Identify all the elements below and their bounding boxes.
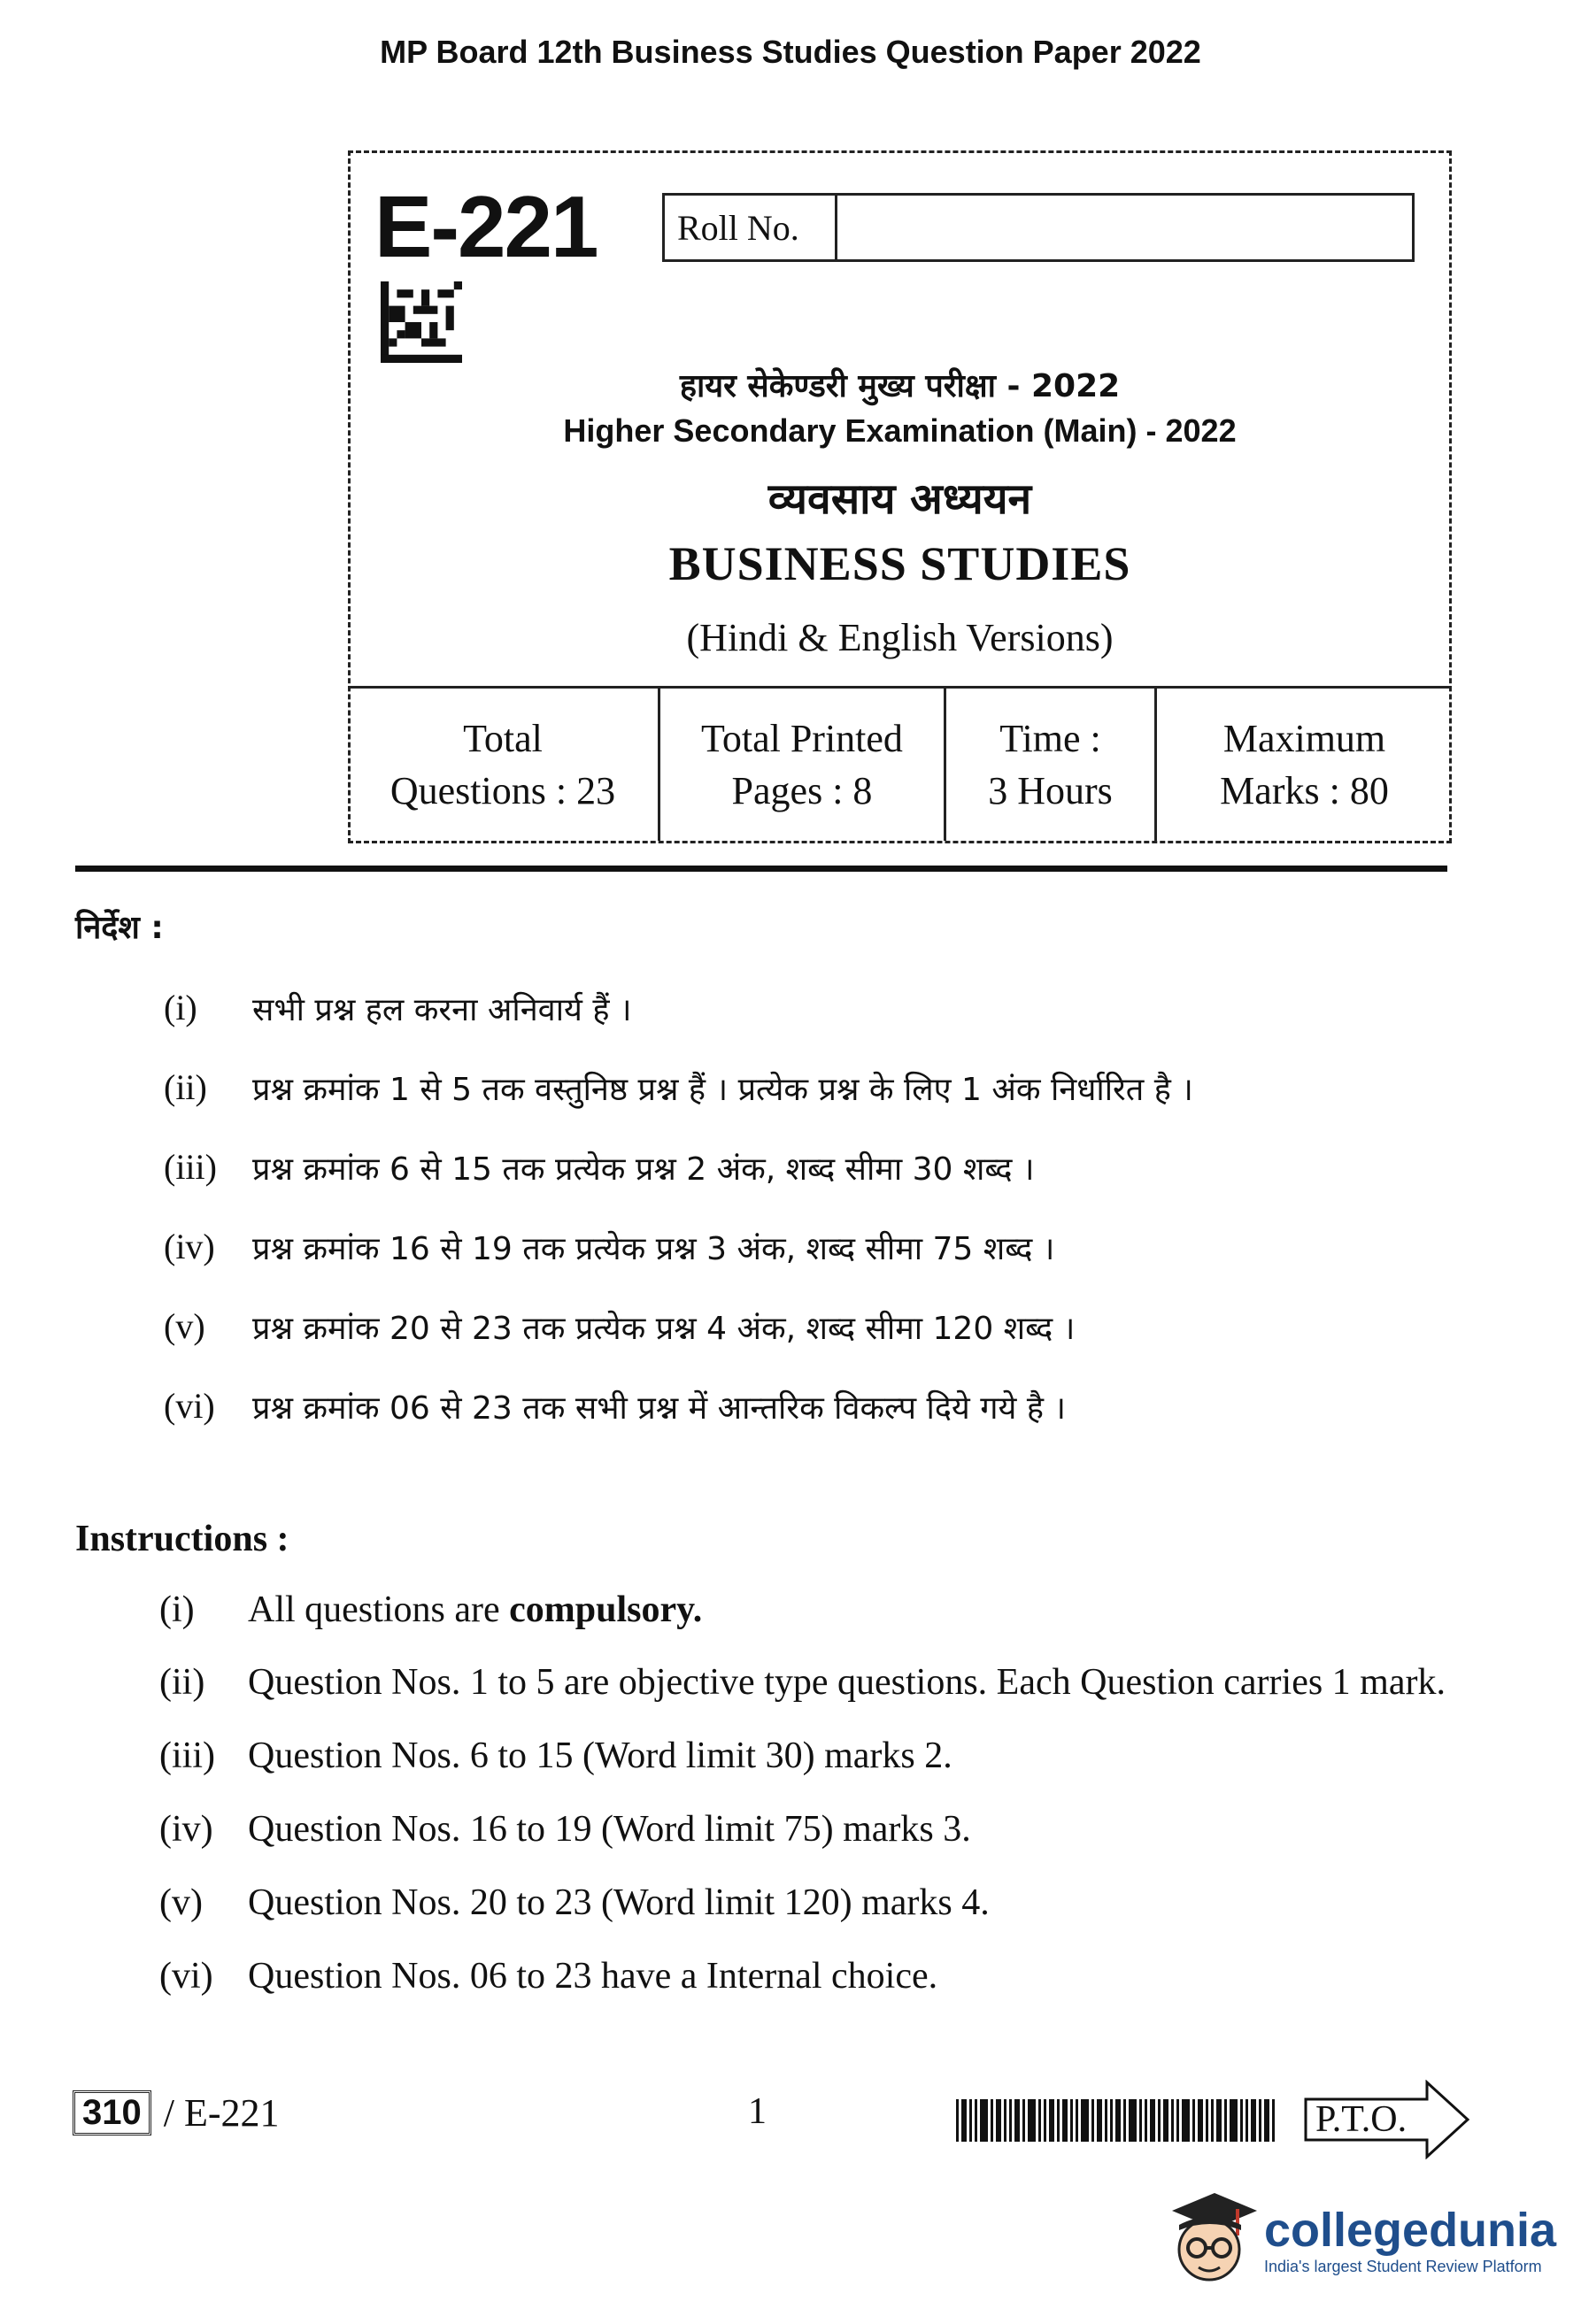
stat-time: Time : 3 Hours: [946, 689, 1157, 841]
english-instruction-item: (iv) Question Nos. 16 to 19 (Word limit 75) marks 3.: [159, 1809, 971, 1850]
versions-note: (Hindi & English Versions): [686, 616, 1114, 659]
english-instructions-heading: Instructions :: [75, 1519, 289, 1559]
page-header-title: MP Board 12th Business Studies Question Paper 2022: [380, 34, 1201, 70]
subject-title-english: BUSINESS STUDIES: [668, 537, 1131, 590]
english-instruction-item: (vi) Question Nos. 06 to 23 have a Internal choice.: [159, 1956, 938, 1997]
brand-name: collegedunia: [1264, 2203, 1557, 2257]
hindi-instruction-item: (iv) प्रश्न क्रमांक 16 से 19 तक प्रत्येक प्रश्न 3 अंक, शब्द सीमा 75 शब्द ।: [164, 1227, 1055, 1267]
barcode-icon: [956, 2099, 1275, 2142]
qr-code-icon: [381, 281, 462, 363]
english-instruction-item: (v) Question Nos. 20 to 23 (Word limit 120) marks 4.: [159, 1882, 990, 1923]
roll-number-label: Roll No.: [665, 196, 837, 259]
hindi-instruction-item: (vi) प्रश्न क्रमांक 06 से 23 तक सभी प्रश्न में आन्तरिक विकल्प दिये गये है ।: [164, 1386, 1067, 1427]
hindi-instructions-heading: निर्देश :: [75, 910, 164, 946]
exam-title-hindi: हायर सेकेण्डरी मुख्य परीक्षा - 2022: [679, 368, 1121, 404]
footer-code-suffix: / E-221: [163, 2091, 280, 2135]
english-instruction-item: (iii) Question Nos. 6 to 15 (Word limit 30) marks 2.: [159, 1735, 952, 1776]
footer-code-box: 310: [73, 2090, 151, 2135]
roll-number-field: [837, 196, 1412, 259]
english-instruction-item: (ii) Question Nos. 1 to 5 are objective type questions. Each Question carries 1 mark.: [159, 1662, 1446, 1703]
paper-stats-row: [348, 686, 1452, 841]
hindi-instruction-item: (iii) प्रश्न क्रमांक 6 से 15 तक प्रत्येक प्रश्न 2 अंक, शब्द सीमा 30 शब्द ।: [164, 1147, 1035, 1188]
section-divider: [75, 866, 1447, 872]
hindi-instruction-item: (i) सभी प्रश्न हल करना अनिवार्य हैं ।: [164, 988, 632, 1028]
brand-tagline: India's largest Student Review Platform: [1264, 2257, 1542, 2275]
pto-label: P.T.O.: [1315, 2099, 1407, 2140]
roll-number-box: [662, 193, 1415, 262]
hindi-instruction-item: (ii) प्रश्न क्रमांक 1 से 5 तक वस्तुनिष्ठ प्रश्न हैं । प्रत्येक प्रश्न के लिए 1 अंक निर्धारित है ।: [164, 1067, 1193, 1108]
exam-title-english: Higher Secondary Examination (Main) - 2022: [563, 412, 1237, 449]
footer-paper-code: [73, 2090, 280, 2135]
paper-code: E-221: [374, 178, 598, 275]
brand-watermark: [1160, 2186, 1556, 2292]
mascot-logo-icon: [1160, 2186, 1259, 2292]
stat-total-questions: Total Questions : 23: [348, 689, 660, 841]
page-number: 1: [748, 2091, 767, 2132]
subject-title-hindi: व्यवसाय अध्ययन: [767, 474, 1032, 524]
stat-total-pages: Total Printed Pages : 8: [660, 689, 946, 841]
pto-arrow: [1303, 2080, 1471, 2159]
stat-maximum-marks: Maximum Marks : 80: [1220, 716, 1389, 812]
hindi-instruction-item: (v) प्रश्न क्रमांक 20 से 23 तक प्रत्येक प्रश्न 4 अंक, शब्द सीमा 120 शब्द ।: [164, 1306, 1076, 1347]
english-instruction-item: (i) All questions are compulsory.: [159, 1589, 703, 1630]
